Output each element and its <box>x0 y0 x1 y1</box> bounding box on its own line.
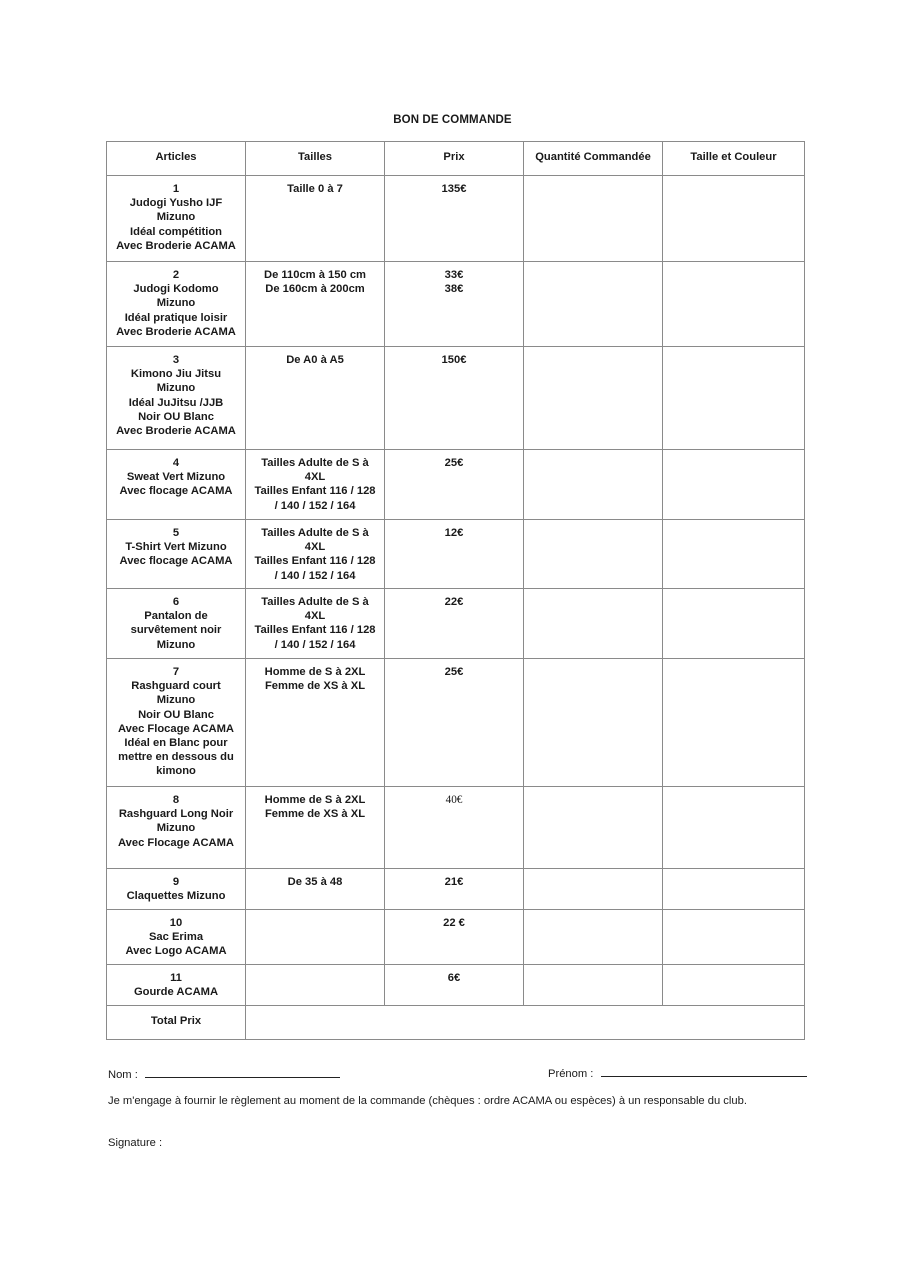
article-cell-line: Avec Broderie ACAMA <box>116 425 236 438</box>
tailles-cell <box>246 450 385 520</box>
tailles-cell-line: Tailles Enfant 116 / 128 <box>254 555 376 568</box>
article-cell-line: Mizuno <box>156 211 196 224</box>
article-cell <box>107 869 246 910</box>
tailles-cell-line: / 140 / 152 / 164 <box>274 499 356 512</box>
prix-cell <box>385 176 524 262</box>
prix-cell-line: 25€ <box>444 457 464 469</box>
article-cell <box>107 589 246 659</box>
article-cell-line: 11 <box>170 972 182 984</box>
article-cell <box>107 787 246 869</box>
table-row <box>107 659 805 787</box>
nom-line <box>108 1068 340 1081</box>
tailles-cell-line: De 35 à 48 <box>287 876 343 888</box>
taille-couleur-field[interactable] <box>663 965 805 1006</box>
tailles-cell <box>246 965 385 1006</box>
article-cell <box>107 910 246 965</box>
table-row <box>107 520 805 589</box>
tailles-cell-line: Tailles Enfant 116 / 128 <box>254 485 376 498</box>
tailles-cell-line: Taille 0 à 7 <box>287 183 343 195</box>
taille-couleur-field[interactable] <box>663 787 805 869</box>
header-row <box>107 142 805 176</box>
total-row <box>107 1006 805 1040</box>
article-cell-line: 2 <box>172 269 180 281</box>
article-cell-line: Idéal JuJitsu /JJB <box>128 396 224 409</box>
prix-cell <box>385 347 524 450</box>
article-cell-line: Mizuno <box>156 822 196 835</box>
taille-couleur-field[interactable] <box>663 262 805 347</box>
tailles-cell-line: 4XL <box>304 610 326 623</box>
taille-couleur-field[interactable] <box>663 910 805 965</box>
table-row <box>107 910 805 965</box>
article-cell-line: T-Shirt Vert Mizuno <box>125 541 227 554</box>
total-label: Total Prix <box>107 1006 246 1040</box>
article-cell <box>107 659 246 787</box>
prenom-label: Prénom : <box>548 1068 594 1080</box>
prix-cell-line: 135€ <box>441 183 467 195</box>
table-row <box>107 965 805 1006</box>
tailles-cell-line: Tailles Adulte de S à <box>261 527 369 539</box>
order-table <box>106 141 805 1040</box>
prix-cell <box>385 520 524 589</box>
quantite-field[interactable] <box>524 965 663 1006</box>
quantite-field[interactable] <box>524 589 663 659</box>
table-row <box>107 787 805 869</box>
tailles-cell-line: Femme de XS à XL <box>264 680 366 693</box>
taille-couleur-field[interactable] <box>663 347 805 450</box>
prix-cell-line: 21€ <box>444 876 464 888</box>
engagement-text: Je m'engage à fournir le règlement au moment de la commande (chèques : ordre ACAMA ou espèces) à un responsable du club. <box>108 1095 747 1107</box>
quantite-field[interactable] <box>524 659 663 787</box>
article-cell-line: Pantalon de <box>144 610 208 623</box>
article-cell-line: Sweat Vert Mizuno <box>126 471 226 484</box>
header-quantite: Quantité Commandée <box>524 142 663 176</box>
tailles-cell-line: Homme de S à 2XL <box>264 794 366 806</box>
article-cell-line: Idéal pratique loisir <box>124 311 228 324</box>
article-cell-line: Noir OU Blanc <box>138 410 214 423</box>
article-cell-line: 7 <box>172 666 180 678</box>
tailles-cell-line: Tailles Adulte de S à <box>261 596 369 608</box>
document-title: BON DE COMMANDE <box>393 114 512 126</box>
article-cell <box>107 262 246 347</box>
article-cell-line: Avec Broderie ACAMA <box>116 239 236 252</box>
article-cell-line: Kimono Jiu Jitsu <box>130 368 222 381</box>
article-cell-line: Idéal compétition <box>130 225 222 238</box>
article-cell <box>107 965 246 1006</box>
article-cell-line: Avec flocage ACAMA <box>119 485 233 498</box>
prenom-field[interactable] <box>601 1067 807 1077</box>
tailles-cell-line: Tailles Adulte de S à <box>261 457 369 469</box>
article-cell-line: Mizuno <box>156 694 196 707</box>
taille-couleur-field[interactable] <box>663 520 805 589</box>
prix-cell <box>385 965 524 1006</box>
taille-couleur-field[interactable] <box>663 176 805 262</box>
prix-cell <box>385 589 524 659</box>
prix-cell-line: 150€ <box>441 354 467 366</box>
tailles-cell <box>246 589 385 659</box>
tailles-cell <box>246 347 385 450</box>
prix-cell-line: 6€ <box>447 972 461 984</box>
table-row <box>107 869 805 910</box>
tailles-cell-line: Femme de XS à XL <box>264 808 366 821</box>
article-cell-line: Avec Logo ACAMA <box>125 945 227 958</box>
article-cell-line: 8 <box>172 794 180 806</box>
article-cell-line: Mizuno <box>156 382 196 395</box>
tailles-cell <box>246 520 385 589</box>
quantite-field[interactable] <box>524 450 663 520</box>
prix-cell <box>385 450 524 520</box>
signature-label: Signature : <box>108 1137 163 1149</box>
quantite-field[interactable] <box>524 869 663 910</box>
tailles-cell-line: Tailles Enfant 116 / 128 <box>254 624 376 637</box>
prix-cell <box>385 910 524 965</box>
article-cell-line: kimono <box>156 765 196 778</box>
article-cell-line: 3 <box>172 354 180 366</box>
total-value-field[interactable] <box>246 1006 805 1040</box>
article-cell-line: 9 <box>172 876 180 888</box>
prix-cell <box>385 869 524 910</box>
tailles-cell <box>246 262 385 347</box>
tailles-cell <box>246 869 385 910</box>
table-row <box>107 589 805 659</box>
prix-cell <box>385 262 524 347</box>
article-cell-line: Idéal en Blanc pour <box>124 737 228 750</box>
quantite-field[interactable] <box>524 910 663 965</box>
table-row <box>107 450 805 520</box>
tailles-cell <box>246 176 385 262</box>
tailles-cell-line: / 140 / 152 / 164 <box>274 638 356 651</box>
article-cell-line: mettre en dessous du <box>118 751 234 764</box>
tailles-cell-line: / 140 / 152 / 164 <box>274 569 356 582</box>
article-cell-line: Rashguard court <box>131 680 221 693</box>
article-cell-line: Judogi Kodomo <box>133 283 219 296</box>
table-row <box>107 347 805 450</box>
prix-cell-line: 22€ <box>444 596 464 608</box>
table-row <box>107 262 805 347</box>
quantite-field[interactable] <box>524 520 663 589</box>
article-cell-line: 6 <box>172 596 180 608</box>
header-prix: Prix <box>385 142 524 176</box>
prix-cell-line: 12€ <box>444 527 464 539</box>
article-cell-line: Claquettes Mizuno <box>126 890 226 903</box>
prix-cell-line: 40€ <box>445 794 463 806</box>
article-cell-line: Noir OU Blanc <box>138 708 214 721</box>
tailles-cell-line: 4XL <box>304 471 326 484</box>
article-cell-line: 1 <box>172 183 180 195</box>
article-cell <box>107 176 246 262</box>
article-cell-line: Avec Flocage ACAMA <box>117 722 235 735</box>
taille-couleur-field[interactable] <box>663 450 805 520</box>
quantite-field[interactable] <box>524 262 663 347</box>
tailles-cell-line: 4XL <box>304 541 326 554</box>
article-cell <box>107 520 246 589</box>
tailles-cell <box>246 787 385 869</box>
taille-couleur-field[interactable] <box>663 589 805 659</box>
article-cell-line: 5 <box>172 527 180 539</box>
article-cell-line: Judogi Yusho IJF <box>129 197 223 210</box>
nom-field[interactable] <box>145 1068 340 1078</box>
article-cell-line: Mizuno <box>156 638 196 651</box>
prix-cell <box>385 659 524 787</box>
article-cell-line: Gourde ACAMA <box>133 986 219 999</box>
article-cell-line: Sac Erima <box>148 931 204 944</box>
prix-cell-line: 22 € <box>443 917 465 929</box>
article-cell-line: Avec flocage ACAMA <box>119 555 233 568</box>
order-table-body <box>107 176 805 1040</box>
taille-couleur-field[interactable] <box>663 659 805 787</box>
header-taille-couleur: Taille et Couleur <box>663 142 805 176</box>
tailles-cell <box>246 659 385 787</box>
prix-cell-line: 25€ <box>444 666 464 678</box>
prix-cell-line: 38€ <box>444 283 464 296</box>
taille-couleur-field[interactable] <box>663 869 805 910</box>
article-cell-line: Rashguard Long Noir <box>118 808 234 821</box>
article-cell-line: survêtement noir <box>130 624 222 637</box>
prix-cell-line: 33€ <box>444 269 464 281</box>
article-cell-line: 10 <box>169 917 183 929</box>
article-cell <box>107 450 246 520</box>
tailles-cell-line: Homme de S à 2XL <box>264 666 366 678</box>
article-cell <box>107 347 246 450</box>
header-tailles: Tailles <box>246 142 385 176</box>
quantite-field[interactable] <box>524 176 663 262</box>
tailles-cell-line: De A0 à A5 <box>286 354 344 366</box>
quantite-field[interactable] <box>524 787 663 869</box>
article-cell-line: 4 <box>172 457 180 469</box>
prix-cell <box>385 787 524 869</box>
article-cell-line: Avec Flocage ACAMA <box>117 836 235 849</box>
table-row <box>107 176 805 262</box>
header-articles: Articles <box>107 142 246 176</box>
nom-label: Nom : <box>108 1069 138 1081</box>
tailles-cell <box>246 910 385 965</box>
tailles-cell-line: De 160cm à 200cm <box>265 283 365 296</box>
article-cell-line: Mizuno <box>156 297 196 310</box>
prenom-line <box>548 1067 807 1080</box>
article-cell-line: Avec Broderie ACAMA <box>116 325 236 338</box>
quantite-field[interactable] <box>524 347 663 450</box>
tailles-cell-line: De 110cm à 150 cm <box>263 269 366 281</box>
